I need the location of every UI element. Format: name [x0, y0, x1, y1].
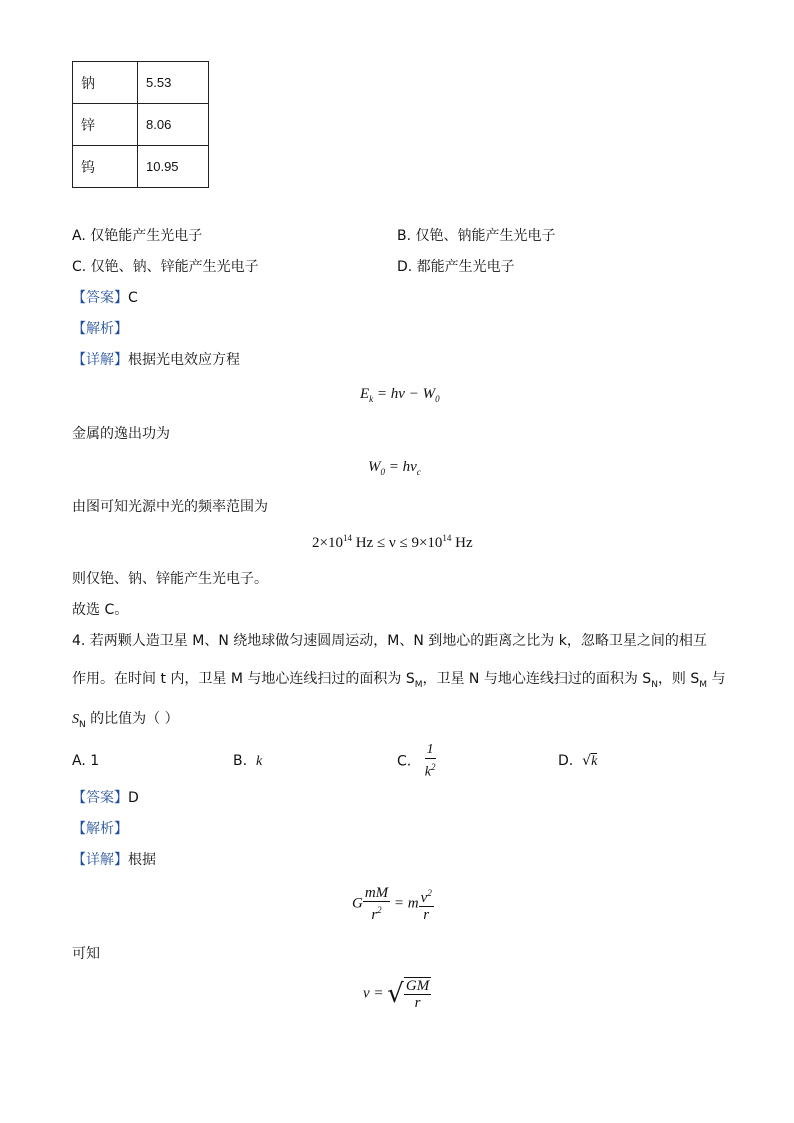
value-cell: 8.06	[138, 104, 209, 146]
q4-option-b: B. k	[233, 753, 263, 769]
q4-text-know: 可知	[72, 946, 100, 962]
metal-cell: 钨	[73, 146, 138, 188]
q4-answer-line: 【答案】D	[72, 790, 139, 806]
choice-text: 故选 C。	[72, 602, 129, 618]
text-work-function: 金属的逸出功为	[72, 426, 170, 442]
fraction: $\frac{1}{k^2}$	[424, 742, 436, 780]
work-function-table	[72, 61, 209, 188]
work-function-equation: $W_0 = h\nu_c$	[368, 459, 421, 477]
value-cell: 10.95	[138, 146, 209, 188]
detail-label: 【详解】	[72, 352, 128, 368]
table-row	[73, 104, 209, 146]
detail-text: 根据光电效应方程	[128, 352, 240, 368]
detail-line	[72, 351, 240, 369]
table-row	[73, 146, 209, 188]
analysis-label: 【解析】	[72, 321, 128, 337]
photoelectric-equation: $E_k = h\nu - W_0$	[360, 386, 440, 404]
option-b: B. 仅铯、钠能产生光电子	[397, 228, 556, 244]
question-4-line-1: 4. 若两颗人造卫星 M、N 绕地球做匀速圆周运动，M、N 到地心的距离之比为 k，忽略卫星之间的相互	[72, 633, 707, 649]
frequency-range-equation: $2\times 10^{14}$ $Hz \le \nu \le 9\times 10^{14}$ Hz	[312, 533, 473, 551]
option-d: D. 都能产生光电子	[397, 259, 515, 275]
answer-label: 【答案】	[72, 290, 128, 306]
answer-value: C	[128, 290, 138, 306]
answer-line	[72, 289, 138, 307]
q4-detail-line: 【详解】根据	[72, 852, 156, 868]
text-frequency-range: 由图可知光源中光的频率范围为	[72, 499, 268, 515]
sqrt-icon: √	[387, 979, 404, 1009]
sqrt-icon: √	[582, 753, 592, 769]
option-a: A. 仅铯能产生光电子	[72, 228, 203, 244]
gravitation-equation: G $\frac{mM}{r^2}$ = m $\frac{v^2}{r}$	[352, 885, 432, 923]
q4-analysis-label: 【解析】	[72, 821, 128, 837]
q4-option-a: A. 1	[72, 753, 100, 769]
question-4-line-3: $S_N$ 的比值为（ ）	[72, 711, 179, 730]
metal-cell: 锌	[73, 104, 138, 146]
option-c: C. 仅铯、钠、锌能产生光电子	[72, 259, 259, 275]
q4-option-d: D. √k	[558, 753, 598, 769]
question-4-line-2: 作用。在时间 t 内，卫星 M 与地心连线扫过的面积为 $S_M$，卫星 N 与地心连线扫过的面积为 $S_N$，则 $S_M$ 与	[72, 671, 726, 690]
metal-cell: 钠	[73, 62, 138, 104]
q4-option-c: C. $\frac{1}{k^2}$	[397, 742, 436, 780]
value-cell: 5.53	[138, 62, 209, 104]
table-row	[73, 62, 209, 104]
conclusion-text: 则仅铯、钠、锌能产生光电子。	[72, 571, 268, 587]
velocity-equation: v = √ $\frac{GM}{r}$	[363, 978, 430, 1011]
